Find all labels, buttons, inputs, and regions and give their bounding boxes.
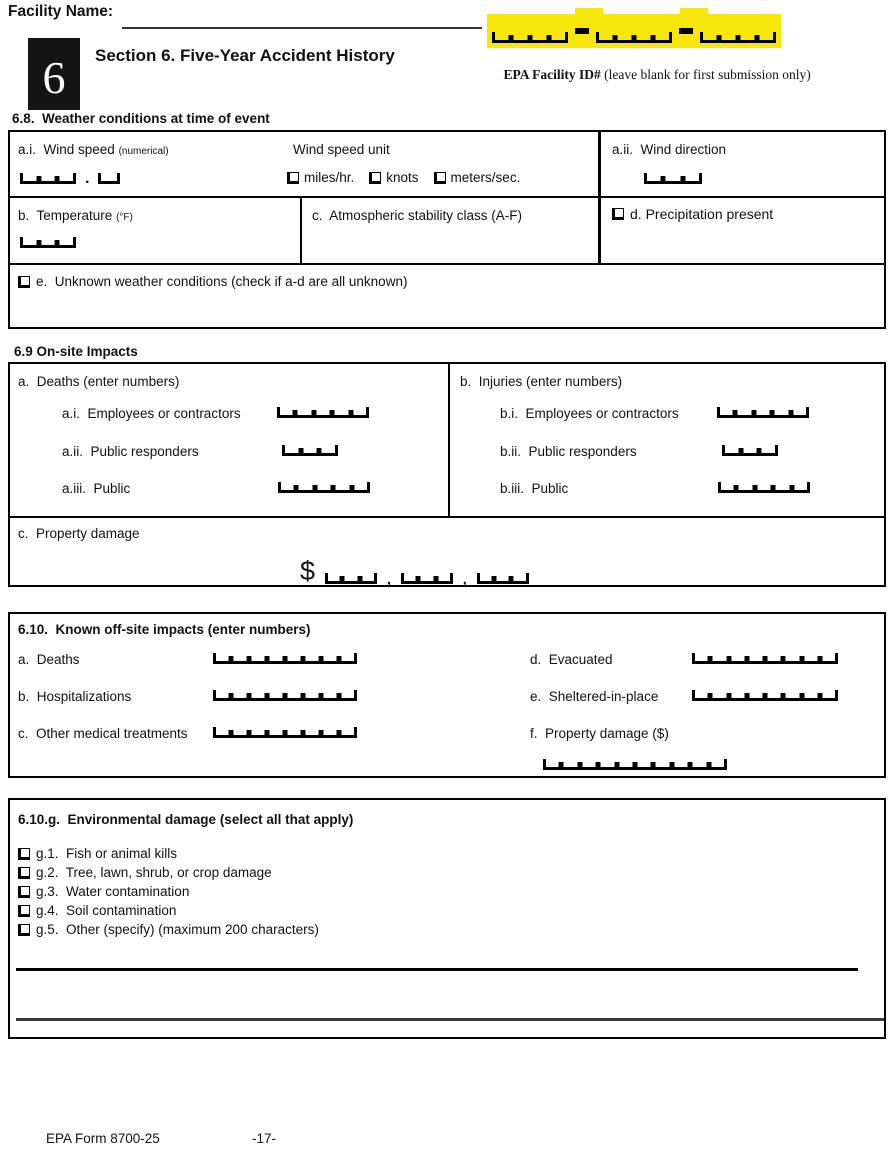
epa-id-label-note: (leave blank for first submission only) xyxy=(600,67,811,83)
divider xyxy=(598,132,601,196)
epa-id-label xyxy=(490,51,811,100)
offsite-medical-field[interactable] xyxy=(213,726,357,738)
fish-animal-kills-label: g.1. Fish or animal kills xyxy=(36,846,178,861)
unknown-weather-checkbox[interactable] xyxy=(18,276,30,288)
divider xyxy=(448,364,450,516)
wind-direction-field[interactable] xyxy=(644,172,702,184)
epa-id-group-1-field[interactable] xyxy=(492,31,568,43)
water-contamination-checkbox[interactable] xyxy=(18,886,30,898)
miles-hr-checkbox[interactable] xyxy=(287,172,299,184)
precipitation-checkbox[interactable] xyxy=(612,208,624,220)
offsite-evacuated-field[interactable] xyxy=(692,652,838,664)
deaths-employees-field[interactable] xyxy=(277,406,369,418)
property-damage-label: c. Property damage xyxy=(18,526,140,541)
property-damage-amount-field[interactable] xyxy=(300,550,529,589)
facility-name-label: Facility Name: xyxy=(8,3,114,20)
knots-checkbox[interactable] xyxy=(369,172,381,184)
deaths-public-field[interactable] xyxy=(278,481,370,493)
water-contamination-label: g.3. Water contamination xyxy=(36,884,190,899)
wind-speed-note: (numerical) xyxy=(118,146,169,157)
comma-separator: , xyxy=(386,566,392,589)
offsite-property-field[interactable] xyxy=(543,758,727,770)
wind-speed-integer-field[interactable] xyxy=(20,172,76,184)
deaths-employees-label: a.i. Employees or contractors xyxy=(62,406,241,421)
wind-direction-label: a.ii. Wind direction xyxy=(612,142,727,157)
section-title: Section 6. Five-Year Accident History xyxy=(95,46,395,65)
facility-name-input-line[interactable] xyxy=(122,8,482,29)
section-number-box xyxy=(28,38,80,110)
page-number: -17- xyxy=(252,1131,277,1146)
precipitation-row xyxy=(612,206,773,222)
offsite-deaths-label: a. Deaths xyxy=(18,652,80,667)
epa-id-group-2-field[interactable] xyxy=(596,31,672,43)
injuries-public-label: b.iii. Public xyxy=(500,481,569,496)
offsite-hospitalizations-field[interactable] xyxy=(213,689,357,701)
epa-id-dash-separator xyxy=(575,28,589,34)
injuries-public-field[interactable] xyxy=(718,481,810,493)
injuries-label: b. Injuries (enter numbers) xyxy=(460,374,623,389)
wind-speed-field[interactable] xyxy=(20,170,120,187)
offsite-deaths-field[interactable] xyxy=(213,652,357,664)
injuries-employees-label: b.i. Employees or contractors xyxy=(500,406,679,421)
wind-speed-unit-options xyxy=(287,170,520,185)
weather-heading: 6.8. Weather conditions at time of event xyxy=(12,111,270,126)
tree-lawn-shrub-checkbox[interactable] xyxy=(18,867,30,879)
env-item-row xyxy=(18,922,319,937)
epa-id-label-bold: EPA Facility ID# xyxy=(503,67,601,83)
weather-box xyxy=(8,130,886,329)
epa-facility-id-field[interactable] xyxy=(487,14,781,48)
wind-speed-label: a.i. Wind speed (numerical) xyxy=(18,142,169,157)
epa-id-group-3-field[interactable] xyxy=(700,31,776,43)
environmental-box xyxy=(8,798,886,1039)
injuries-responders-field[interactable] xyxy=(722,444,778,456)
property-damage-ones-field[interactable] xyxy=(477,572,529,584)
divider xyxy=(300,198,302,263)
divider xyxy=(10,263,884,265)
environmental-heading: 6.10.g. Environmental damage (select all that apply) xyxy=(18,812,354,827)
form-number: EPA Form 8700-25 xyxy=(46,1131,160,1146)
soil-contamination-checkbox[interactable] xyxy=(18,905,30,917)
offsite-medical-label: c. Other medical treatments xyxy=(18,726,188,741)
tree-lawn-shrub-label: g.2. Tree, lawn, shrub, or crop damage xyxy=(36,865,272,880)
unknown-weather-label: e. Unknown weather conditions (check if a-d are all unknown) xyxy=(36,274,408,289)
env-item-row xyxy=(18,903,176,918)
offsite-sheltered-field[interactable] xyxy=(692,689,838,701)
offsite-hospitalizations-label: b. Hospitalizations xyxy=(18,689,132,704)
offsite-evacuated-label: d. Evacuated xyxy=(530,652,613,667)
deaths-responders-label: a.ii. Public responders xyxy=(62,444,199,459)
deaths-public-label: a.iii. Public xyxy=(62,481,131,496)
offsite-property-label: f. Property damage ($) xyxy=(530,726,669,741)
temperature-note: (°F) xyxy=(116,212,133,223)
property-damage-millions-field[interactable] xyxy=(325,572,377,584)
deaths-label: a. Deaths (enter numbers) xyxy=(18,374,180,389)
fish-animal-kills-checkbox[interactable] xyxy=(18,848,30,860)
stability-class-label: c. Atmospheric stability class (A-F) xyxy=(312,208,523,223)
offsite-heading: 6.10. Known off-site impacts (enter numbers) xyxy=(18,622,311,637)
decimal-point: . xyxy=(85,170,90,187)
section-number: 6 xyxy=(42,52,66,103)
temperature-label: b. Temperature (°F) xyxy=(18,208,133,223)
onsite-box xyxy=(8,362,886,587)
divider xyxy=(10,196,884,198)
meters-sec-checkbox[interactable] xyxy=(434,172,446,184)
deaths-responders-field[interactable] xyxy=(282,444,338,456)
wind-speed-unit-label: Wind speed unit xyxy=(293,142,390,157)
env-item-row xyxy=(18,865,272,880)
divider xyxy=(10,516,884,518)
miles-hr-label: miles/hr. xyxy=(304,170,355,185)
epa-id-dash-separator xyxy=(679,28,693,34)
offsite-box xyxy=(8,612,886,778)
meters-sec-label: meters/sec. xyxy=(450,170,521,185)
other-specify-line-1[interactable] xyxy=(16,968,858,971)
other-specify-line-2[interactable] xyxy=(16,1018,884,1021)
offsite-sheltered-label: e. Sheltered-in-place xyxy=(530,689,659,704)
other-specify-checkbox[interactable] xyxy=(18,924,30,936)
temperature-field[interactable] xyxy=(20,236,76,248)
dollar-sign: $ xyxy=(300,556,316,586)
env-item-row xyxy=(18,884,189,899)
comma-separator: , xyxy=(461,566,468,589)
wind-speed-decimal-field[interactable] xyxy=(98,172,120,184)
precipitation-label: d. Precipitation present xyxy=(630,206,774,222)
injuries-employees-field[interactable] xyxy=(717,406,809,418)
soil-contamination-label: g.4. Soil contamination xyxy=(36,903,177,918)
knots-label: knots xyxy=(386,170,419,185)
other-specify-label: g.5. Other (specify) (maximum 200 characters) xyxy=(36,922,319,937)
property-damage-thousands-field[interactable] xyxy=(401,572,453,584)
divider xyxy=(598,198,601,263)
env-item-row xyxy=(18,846,177,861)
injuries-responders-label: b.ii. Public responders xyxy=(500,444,637,459)
unknown-weather-row xyxy=(18,274,407,289)
onsite-heading: 6.9 On-site Impacts xyxy=(14,344,138,359)
